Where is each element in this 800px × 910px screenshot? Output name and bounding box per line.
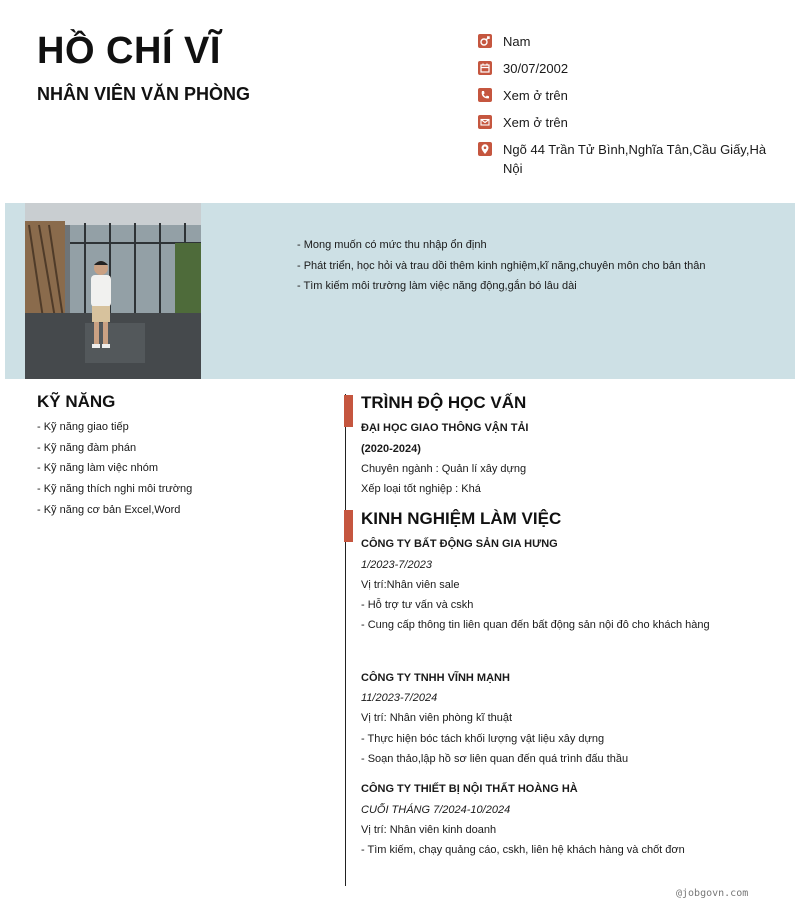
- job-position: Vị trí: Nhân viên phòng kĩ thuật: [361, 712, 513, 725]
- contact-birthday-text: 30/07/2002: [503, 61, 569, 76]
- career-objective: [297, 235, 777, 297]
- calendar-icon: [478, 61, 492, 75]
- skill-item: - Kỹ năng giao tiếp: [37, 421, 129, 433]
- experience-section: [361, 509, 781, 860]
- contact-address-text: Ngõ 44 Trần Tử Bình,Nghĩa Tân,Cầu Giấy,Hà Nội: [503, 142, 767, 176]
- education-title: TRÌNH ĐỘ HỌC VẤN: [361, 393, 527, 412]
- job-duty: - Cung cấp thông tin liên quan đến bất động sản nội đô cho khách hàng: [361, 619, 710, 632]
- job-entry: [361, 534, 781, 635]
- skills-list: [37, 417, 317, 521]
- watermark: @jobgovn.com: [676, 888, 749, 899]
- gender-icon: [478, 34, 492, 48]
- phone-icon: [478, 88, 492, 102]
- email-icon: [478, 115, 492, 129]
- contact-gender: [478, 32, 768, 51]
- profile-photo: [25, 203, 201, 379]
- skill-item: - Kỹ năng làm việc nhóm: [37, 462, 159, 475]
- contact-email-text: Xem ở trên: [503, 115, 568, 130]
- skills-title: KỸ NĂNG: [37, 392, 116, 411]
- candidate-name: HỒ CHÍ VĨ: [37, 30, 221, 72]
- job-position: Vị trí: Nhân viên kinh doanh: [361, 823, 497, 836]
- job-position: Vị trí:Nhân viên sale: [361, 578, 460, 591]
- school-years: (2020-2024): [361, 442, 421, 455]
- candidate-role: NHÂN VIÊN VĂN PHÒNG: [37, 84, 251, 104]
- skill-item: - Kỹ năng đàm phán: [37, 441, 137, 454]
- profile-band: [5, 203, 795, 379]
- job-entry: [361, 668, 781, 769]
- objective-line: - Tìm kiếm môi trường làm việc năng động,gắn bó lâu dài: [297, 280, 577, 292]
- skill-item: - Kỹ năng cơ bản Excel,Word: [37, 503, 181, 516]
- contact-email: [478, 113, 768, 132]
- job-company: CÔNG TY TNHH VĨNH MẠNH: [361, 671, 510, 684]
- skills-section: [37, 392, 317, 521]
- experience-accent-bar: [344, 510, 353, 542]
- job-period: CUỐI THÁNG 7/2024-10/2024: [361, 803, 511, 816]
- contact-phone-text: Xem ở trên: [503, 88, 568, 103]
- job-period: 11/2023-7/2024: [361, 692, 438, 705]
- education-accent-bar: [344, 395, 353, 427]
- job-duty: - Hỗ trợ tư vấn và cskh: [361, 599, 474, 612]
- job-period: 1/2023-7/2023: [361, 558, 432, 571]
- contact-birthday: [478, 59, 768, 78]
- contact-gender-text: Nam: [503, 34, 531, 49]
- experience-title: KINH NGHIỆM LÀM VIỆC: [361, 509, 562, 528]
- location-icon: [478, 142, 492, 156]
- skill-item: - Kỹ năng thích nghi môi trường: [37, 483, 193, 496]
- objective-line: - Mong muốn có mức thu nhập ổn định: [297, 239, 487, 251]
- contact-phone: [478, 86, 768, 105]
- column-divider: [345, 394, 346, 886]
- job-company: CÔNG TY THIẾT BỊ NỘI THẤT HOÀNG HÀ: [361, 783, 578, 796]
- contact-address: [478, 140, 768, 178]
- education-grade: Xếp loại tốt nghiệp : Khá: [361, 483, 481, 496]
- school-name: ĐẠI HỌC GIAO THÔNG VẬN TẢI: [361, 422, 529, 435]
- job-entry: [361, 779, 781, 860]
- job-duty: - Tìm kiếm, chạy quảng cáo, cskh, liên hệ khách hàng và chốt đơn: [361, 844, 685, 857]
- job-duty: - Soạn thảo,lập hồ sơ liên quan đến quá trình đấu thầu: [361, 752, 629, 765]
- job-company: CÔNG TY BẤT ĐỘNG SẢN GIA HƯNG: [361, 538, 558, 551]
- job-duty: - Thực hiện bóc tách khối lượng vật liệu xây dựng: [361, 732, 605, 745]
- education-section: [361, 393, 781, 499]
- objective-line: - Phát triển, học hỏi và trau dồi thêm kinh nghiệm,kĩ năng,chuyên môn cho bản thân: [297, 259, 706, 272]
- education-major: Chuyên ngành : Quản lí xây dựng: [361, 462, 527, 475]
- contact-info: [478, 32, 768, 186]
